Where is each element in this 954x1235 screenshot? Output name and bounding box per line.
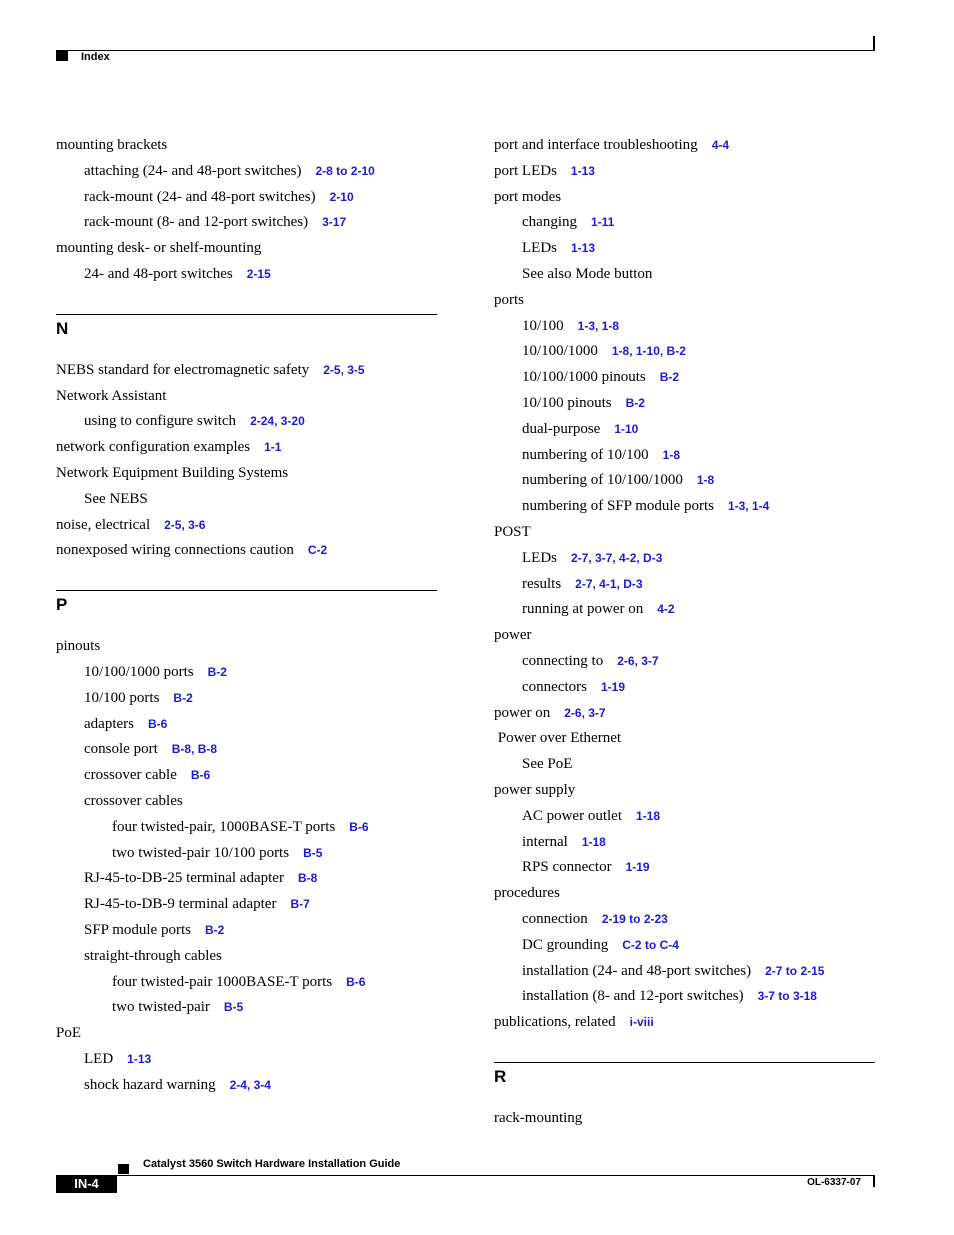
index-term: four twisted-pair, 1000BASE-T ports (112, 818, 336, 835)
index-column-right (494, 133, 875, 1132)
page-reference-link[interactable]: 1-18 (635, 808, 661, 823)
index-entry (56, 461, 437, 487)
page-reference-link[interactable]: 2-5, 3-5 (323, 362, 365, 377)
page-reference-link[interactable]: 1-13 (570, 163, 595, 178)
index-term: shock hazard warning (84, 1076, 216, 1093)
index-term: power supply (494, 781, 576, 798)
page-reference-link[interactable]: 1-1 (264, 440, 282, 455)
index-entry (56, 660, 437, 686)
index-column-left (56, 133, 437, 1099)
page-reference-link[interactable]: 4-4 (711, 138, 730, 152)
page-reference-link[interactable]: 4-2 (657, 602, 675, 617)
index-term: 10/100 pinouts (522, 394, 612, 411)
index-entry (494, 597, 875, 623)
index-entry (494, 752, 875, 778)
letter-section (494, 1062, 875, 1087)
footer-rule (56, 1175, 874, 1176)
letter-heading: R (494, 1066, 507, 1086)
page-reference-link[interactable]: 3-17 (322, 215, 347, 230)
index-entry (494, 494, 875, 520)
index-entry (494, 830, 875, 856)
page-reference-link[interactable]: B-6 (190, 768, 211, 783)
page-reference-link[interactable]: B-2 (207, 664, 227, 679)
index-term: NEBS standard for electromagnetic safety (56, 361, 310, 378)
page-reference-link[interactable]: B-8, B-8 (171, 742, 218, 757)
index-term: noise, electrical (56, 516, 151, 533)
index-term: 10/100/1000 (522, 343, 598, 360)
page-reference-link[interactable]: 2-8 to 2-10 (315, 163, 375, 178)
index-term: two twisted-pair (112, 999, 210, 1016)
page-reference-link[interactable]: 1-11 (590, 215, 615, 230)
index-entry (494, 959, 875, 985)
index-term: See also Mode button (522, 265, 653, 282)
index-term: numbering of 10/100 (522, 446, 649, 463)
index-entry (56, 236, 437, 262)
index-term: 24- and 48-port switches (84, 265, 233, 282)
index-entry (56, 763, 437, 789)
page-reference-link[interactable]: 2-6, 3-7 (617, 653, 659, 668)
index-entry (56, 712, 437, 738)
index-term: 10/100/1000 ports (84, 663, 194, 680)
index-term: Power over Ethernet (494, 730, 622, 747)
index-entry (56, 737, 437, 763)
letter-section (56, 314, 437, 339)
index-term: ports (494, 291, 524, 308)
index-term: procedures (494, 885, 560, 902)
index-term: mounting desk- or shelf-mounting (56, 240, 262, 257)
page-reference-link[interactable]: 1-19 (600, 679, 626, 694)
index-entry (494, 804, 875, 830)
index-entry (56, 538, 437, 564)
index-term: DC grounding (522, 936, 609, 953)
index-entry (494, 185, 875, 211)
index-term: 10/100 (522, 317, 564, 334)
page-reference-link[interactable]: 1-3, 1-4 (727, 499, 770, 514)
index-entry (494, 726, 875, 752)
page-reference-link[interactable]: 2-15 (246, 266, 271, 281)
index-entry (494, 855, 875, 881)
page-reference-link[interactable]: B-5 (303, 845, 323, 860)
index-term: network configuration examples (56, 439, 251, 456)
index-term: RJ-45-to-DB-9 terminal adapter (84, 896, 277, 913)
page-reference-link[interactable]: C-2 (307, 543, 328, 558)
index-entry (56, 1073, 437, 1099)
page-reference-link[interactable]: B-6 (349, 819, 369, 834)
index-term: PoE (56, 1025, 82, 1042)
index-term: installation (8- and 12-port switches) (522, 988, 744, 1005)
page-reference-link[interactable]: C-2 to C-4 (622, 937, 679, 952)
page-reference-link[interactable]: 1-13 (127, 1051, 152, 1066)
index-term: nonexposed wiring connections caution (56, 542, 294, 559)
page-reference-link[interactable]: 2-6, 3-7 (564, 705, 606, 720)
index-term: four twisted-pair 1000BASE-T ports (112, 973, 333, 990)
index-term: crossover cables (84, 792, 183, 809)
index-entry (494, 649, 875, 675)
index-entry (494, 314, 875, 340)
page-reference-link[interactable]: B-2 (625, 395, 645, 410)
page-reference-link[interactable]: 2-7, 4-1, D-3 (575, 576, 643, 591)
index-term: See NEBS (84, 490, 148, 507)
footer-book-title: Catalyst 3560 Switch Hardware Installation Guide (143, 1158, 401, 1170)
page-reference-link[interactable]: 1-13 (571, 241, 596, 256)
index-term: port LEDs (494, 162, 557, 179)
index-entry (56, 513, 437, 539)
index-entry (494, 778, 875, 804)
index-term: dual-purpose (522, 420, 601, 437)
index-term: publications, related (494, 1014, 616, 1031)
index-term: SFP module ports (84, 921, 191, 938)
index-entry (56, 262, 437, 288)
index-term: using to configure switch (84, 413, 237, 430)
index-entry (494, 365, 875, 391)
index-entry (494, 159, 875, 185)
index-entry (56, 995, 437, 1021)
index-term: 10/100 ports (84, 689, 160, 706)
page-reference-link[interactable]: B-2 (659, 370, 680, 385)
footer-doc-number: OL-6337-07 (807, 1177, 861, 1188)
index-entry (56, 789, 437, 815)
page-reference-link[interactable]: 2-7 to 2-15 (765, 963, 825, 978)
index-entry (494, 468, 875, 494)
page-reference-link[interactable]: 1-19 (625, 860, 650, 875)
index-entry (494, 701, 875, 727)
page-reference-link[interactable]: 1-3, 1-8 (577, 318, 620, 333)
page-reference-link[interactable]: 2-4, 3-4 (229, 1077, 271, 1092)
header-corner-mark (873, 36, 875, 51)
index-term: POST (494, 523, 531, 540)
index-term: power on (494, 704, 551, 721)
page-reference-link[interactable]: B-6 (147, 716, 168, 731)
index-term: 10/100/1000 pinouts (522, 369, 646, 386)
index-term: RJ-45-to-DB-25 terminal adapter (84, 870, 284, 887)
index-entry (56, 918, 437, 944)
index-entry (56, 815, 437, 841)
index-entry (494, 262, 875, 288)
footer-marker-block (118, 1164, 129, 1174)
page-reference-link[interactable]: B-2 (204, 922, 225, 937)
index-entry (494, 572, 875, 598)
page-reference-link[interactable]: 2-10 (329, 189, 354, 204)
index-entry (56, 1021, 437, 1047)
index-term: See PoE (522, 756, 573, 773)
index-term: crossover cable (84, 767, 177, 784)
page-reference-link[interactable]: 2-24, 3-20 (250, 414, 305, 429)
index-entry (56, 944, 437, 970)
index-entry (56, 210, 437, 236)
index-entry (56, 487, 437, 513)
index-term: connectors (522, 678, 587, 695)
index-entry (56, 866, 437, 892)
index-entry (494, 907, 875, 933)
index-entry (494, 210, 875, 236)
header-rule (56, 50, 874, 51)
header-marker-block (56, 51, 68, 61)
index-entry (56, 133, 437, 159)
index-entry (494, 520, 875, 546)
index-term: straight-through cables (84, 947, 222, 964)
index-entry (56, 384, 437, 410)
index-entry (494, 288, 875, 314)
index-entry (494, 1010, 875, 1036)
index-term: two twisted-pair 10/100 ports (112, 844, 290, 861)
index-entry (494, 675, 875, 701)
index-term: LEDs (522, 240, 557, 257)
index-term: rack-mounting (494, 1109, 583, 1126)
page-reference-link[interactable]: 2-7, 3-7, 4-2, D-3 (571, 550, 663, 565)
index-entry (494, 623, 875, 649)
page-reference-link[interactable]: B-8 (297, 871, 318, 886)
index-entry (56, 185, 437, 211)
page-reference-link[interactable]: B-2 (173, 690, 193, 705)
index-term: rack-mount (8- and 12-port switches) (84, 214, 309, 231)
letter-heading: N (56, 318, 69, 338)
index-term: power (494, 627, 532, 644)
index-term: rack-mount (24- and 48-port switches) (84, 188, 316, 205)
index-term: Network Equipment Building Systems (56, 464, 289, 481)
index-entry (494, 391, 875, 417)
index-entry (56, 435, 437, 461)
index-term: results (522, 575, 562, 592)
index-term: adapters (84, 715, 134, 732)
index-entry (494, 933, 875, 959)
index-entry (56, 409, 437, 435)
header-section-label: Index (81, 51, 110, 63)
index-term: numbering of SFP module ports (522, 498, 714, 515)
page-reference-link[interactable]: 2-19 to 2-23 (601, 911, 668, 926)
page-reference-link[interactable]: B-5 (223, 1000, 244, 1015)
letter-section (56, 590, 437, 615)
page-reference-link[interactable]: 1-18 (581, 834, 606, 849)
letter-heading: P (56, 595, 68, 615)
index-term: connecting to (522, 652, 604, 669)
page-reference-link[interactable]: B-7 (290, 897, 310, 912)
index-term: running at power on (522, 601, 644, 618)
index-term: port and interface troubleshooting (494, 137, 698, 153)
index-entry (56, 1047, 437, 1073)
index-entry (56, 634, 437, 660)
page-reference-link[interactable]: 1-8 (696, 473, 715, 488)
index-term: internal (522, 833, 568, 850)
index-entry (494, 236, 875, 262)
page-reference-link[interactable]: 2-5, 3-6 (164, 517, 206, 532)
index-term: numbering of 10/100/1000 (522, 472, 683, 489)
index-term: console port (84, 741, 158, 758)
index-entry (494, 881, 875, 907)
index-term: attaching (24- and 48-port switches) (84, 162, 302, 179)
page-reference-link[interactable]: 3-7 to 3-18 (757, 989, 817, 1004)
index-entry (56, 358, 437, 384)
page-reference-link[interactable]: 1-8, 1-10, B-2 (611, 344, 686, 359)
index-term: port modes (494, 188, 562, 205)
index-entry (494, 443, 875, 469)
index-entry (494, 984, 875, 1010)
index-term: RPS connector (522, 859, 612, 876)
index-term: LED (84, 1050, 114, 1067)
page-reference-link[interactable]: 1-8 (662, 447, 680, 462)
index-term: Network Assistant (56, 387, 167, 404)
page-reference-link[interactable]: 1-10 (614, 421, 639, 436)
index-entry (56, 686, 437, 712)
index-entry (494, 1106, 875, 1132)
index-term: mounting brackets (56, 137, 168, 153)
index-term: LEDs (522, 549, 557, 566)
index-entry (494, 133, 875, 159)
index-term: changing (522, 214, 577, 231)
index-entry (494, 546, 875, 572)
footer-page-number: IN-4 (56, 1175, 117, 1193)
index-entry (494, 339, 875, 365)
index-entry (56, 159, 437, 185)
index-term: AC power outlet (522, 807, 622, 824)
page-reference-link[interactable]: i-viii (629, 1015, 654, 1030)
index-term: connection (522, 910, 588, 927)
page-reference-link[interactable]: B-6 (346, 974, 366, 989)
index-term: pinouts (56, 638, 101, 655)
index-entry (56, 841, 437, 867)
index-entry (56, 970, 437, 996)
footer-corner-mark (873, 1175, 875, 1187)
index-entry (56, 892, 437, 918)
index-term: installation (24- and 48-port switches) (522, 962, 752, 979)
index-entry (494, 417, 875, 443)
